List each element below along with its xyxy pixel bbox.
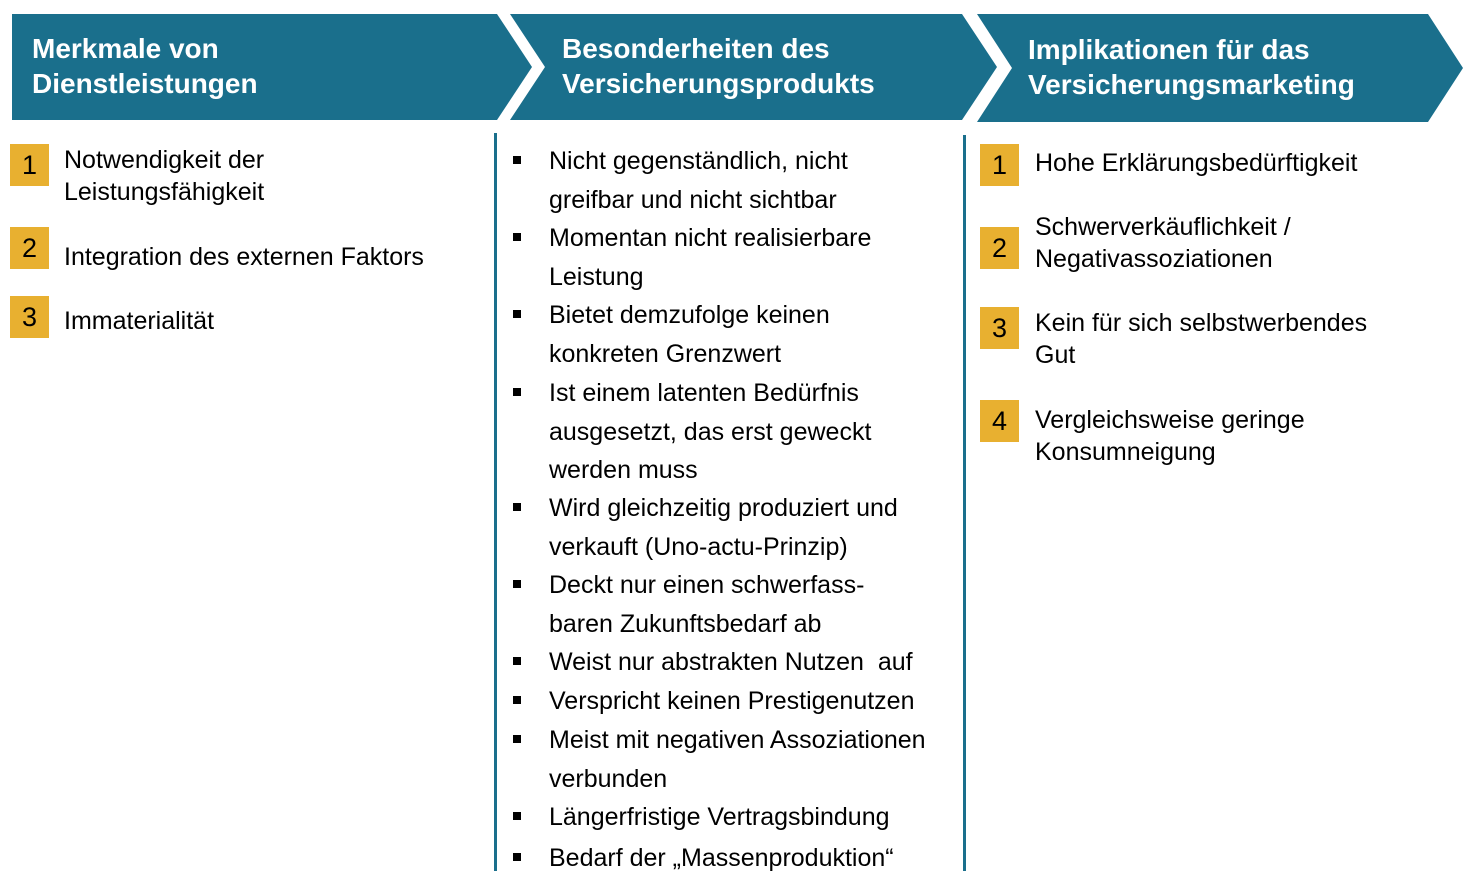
bullet-line: konkreten Grenzwert: [549, 339, 782, 368]
bullet-item: [549, 721, 959, 798]
number-badge: 1: [980, 144, 1019, 186]
item-line: Notwendigkeit der: [64, 146, 265, 174]
item-line: Hohe Erklärungsbedürftigkeit: [1035, 149, 1358, 177]
bullet-item: [549, 643, 959, 682]
bullet-line: Längerfristige Vertragsbindung: [549, 803, 890, 831]
header-line: Implikationen für das: [1028, 34, 1310, 65]
bullet-icon: [513, 696, 521, 704]
bullet-line: verbunden: [549, 764, 668, 793]
header-implikationen: [1028, 32, 1355, 102]
number-badge: 3: [10, 296, 49, 338]
bullet-icon: [513, 812, 521, 820]
bullet-icon: [513, 233, 521, 241]
bullet-item: [549, 296, 959, 373]
header-line: Dienstleistungen: [32, 68, 258, 99]
number-badge: 3: [980, 307, 1019, 349]
bullet-item: [549, 798, 959, 837]
bullet-line: Meist mit negativen Assoziationen: [549, 726, 926, 754]
bullet-item: [549, 489, 959, 566]
bullet-line: Nicht gegenständlich, nicht: [549, 147, 848, 175]
bullet-line: verkauft (Uno-actu-Prinzip): [549, 532, 848, 561]
list-item: [64, 305, 214, 337]
list-item: [1035, 404, 1305, 468]
bullet-line: Weist nur abstrakten Nutzen auf: [549, 648, 913, 676]
bullet-icon: [513, 853, 521, 861]
bullet-line: Bedarf der „Massenproduktion“: [549, 844, 894, 872]
bullet-icon: [513, 503, 521, 511]
number-badge: 4: [980, 400, 1019, 442]
bullet-icon: [513, 580, 521, 588]
item-line: Kein für sich selbstwerbendes: [1035, 309, 1368, 337]
list-item: [1035, 307, 1367, 371]
header-merkmale: [32, 31, 258, 101]
bullet-item: [549, 839, 959, 876]
bullet-line: werden muss: [549, 456, 698, 484]
bullet-icon: [513, 310, 521, 318]
bullet-icon: [513, 657, 521, 665]
bullet-line: Bietet demzufolge keinen: [549, 301, 830, 329]
bullet-icon: [513, 156, 521, 164]
list-item: [64, 144, 264, 208]
item-line: Schwerverkäuflichkeit /: [1035, 213, 1291, 241]
item-line: Integration des externen Faktors: [64, 243, 424, 271]
bullet-line: Deckt nur einen schwerfass-: [549, 571, 865, 599]
number-badge: 2: [980, 227, 1019, 269]
header-line: Merkmale von: [32, 33, 219, 64]
number-badge: 2: [10, 227, 49, 269]
bullet-line: Momentan nicht realisierbare: [549, 224, 872, 252]
bullet-line: Ist einem latenten Bedürfnis: [549, 379, 859, 407]
header-besonderheiten: [562, 31, 875, 101]
header-line: Versicherungsprodukts: [562, 68, 875, 99]
item-line: Konsumneigung: [1035, 438, 1216, 466]
item-line: Negativassoziationen: [1035, 245, 1273, 273]
bullet-line: ausgesetzt, das erst geweckt: [549, 417, 872, 446]
header-line: Versicherungsmarketing: [1028, 69, 1355, 100]
bullet-line: greifbar und nicht sichtbar: [549, 185, 837, 214]
header-line: Besonderheiten des: [562, 33, 830, 64]
list-item: [1035, 211, 1291, 275]
item-line: Leistungsfähigkeit: [64, 178, 265, 206]
bullet-line: Leistung: [549, 262, 644, 291]
bullet-item: [549, 566, 959, 643]
list-item: [1035, 147, 1357, 179]
bullet-item: [549, 219, 959, 296]
item-line: Immaterialität: [64, 307, 215, 335]
bullet-line: Wird gleichzeitig produziert und: [549, 494, 898, 522]
list-item: [64, 241, 424, 273]
column-divider: [963, 135, 966, 871]
number-badge: 1: [10, 144, 49, 186]
item-line: Vergleichsweise geringe: [1035, 406, 1305, 434]
column-divider: [494, 133, 497, 871]
bullet-item: [549, 142, 959, 219]
bullet-line: Verspricht keinen Prestigenutzen: [549, 687, 915, 715]
bullet-item: [549, 374, 959, 490]
bullet-item: [549, 682, 959, 721]
bullet-icon: [513, 388, 521, 396]
item-line: Gut: [1035, 341, 1076, 369]
bullet-line: baren Zukunftsbedarf ab: [549, 609, 822, 638]
bullet-icon: [513, 735, 521, 743]
